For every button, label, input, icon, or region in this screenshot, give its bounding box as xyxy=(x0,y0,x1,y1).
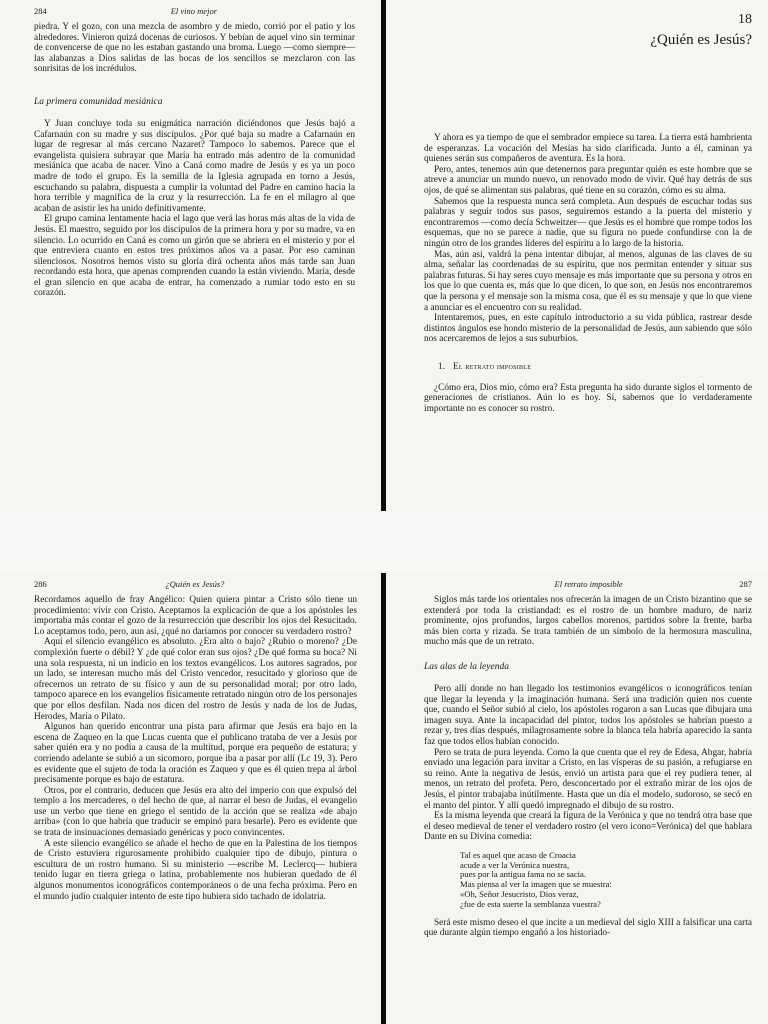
page-number: 287 xyxy=(739,579,752,589)
page-number: 284 xyxy=(34,6,47,16)
page-284 xyxy=(0,0,381,511)
page-287 xyxy=(386,573,768,1024)
page-number: 286 xyxy=(34,579,47,589)
paragraph: Aquí el silencio evangélico es absoluto. ¿Era alto o bajo? ¿Rubio o moreno? ¿De complexión fuerte o débil? Y ¿de qué color eran sus ojos? ¿De qué forma su boca? Ni una sola respuesta, ni un indicio en los textos evangélicos. Los autores sagrados, por un lado, se interesan mucho más del Cristo vencedor, resucitado y glorioso que de ofrecernos un retrato de su físico y aun de su personalidad moral; por otro lado, tampoco aparece en los evangelios físicamente retratado ningún otro de los personajes que por ellos desfilan. Nada nos dicen del rostro de Jesús y nada de los de Judas, Herodes, María o Pilato. xyxy=(34,637,357,722)
paragraph: Algunos han querido encontrar una pista para afirmar que Jesús era bajo en la escena de Zaqueo en la que Lucas cuenta que el publicano trataba de ver a Jesús por saber quién era y no podía a causa de la multitud, porque era pequeño de estatura; y corriendo adelante se subió a un sicomoro, porque iba a pasar por allí (Lc 19, 3). Pero es evidente que el sujeto de toda la oración es Zaqueo y que es él quien trepa al árbol precisamente porque es bajo de estatura. xyxy=(34,722,357,786)
paragraph: Sabemos que la respuesta nunca será completa. Aun después de escuchar todas sus palabras y seguir todos sus pasos, seguiremos estando a la puerta del misterio y encontraremos —como decía Schweitzer— que Jesús es el hombre que rompe todos los esquemas, que no se parece a nadie, que su figura no puede confundirse con la de ningún otro de los grandes líderes del espíritu a lo largo de la historia. xyxy=(424,196,752,249)
paragraph: Recordamos aquello de fray Angélico: Quien quiera pintar a Cristo sólo tiene un procedimiento: vivir con Cristo. Aceptamos la explicación de que a los apóstoles les importaba más contar el gozo de la resurrección que describir los ojos del Resucitado. Lo aceptamos todo, pero, aun así, ¿qué no daríamos por conocer su verdadero rostro? xyxy=(34,595,357,637)
section-heading: La primera comunidad mesiánica xyxy=(34,96,163,107)
page-header xyxy=(34,6,355,16)
paragraph: Pero se trata de pura leyenda. Como la que cuenta que el rey de Edesa, Abgar, habría enviado una legación para invitar a Cristo, en las vísperas de su pasión, a refugiarse en su reino. Ante la negativa de Jesús, envió un artista para que el rey pudiera tener, al menos, un retrato del profeta. Pero, desconcertado por el extraño mirar de los ojos de Jesús, el pintor trabajaba inútilmente. Hasta que un día el modelo, sudoroso, se secó en el manto del pintor. Y allí quedó impregnado el dibujo de su rostro. xyxy=(424,747,752,811)
paragraph: Y Juan concluye toda su enigmática narración diciéndonos que Jesús bajó a Cafarnaún con su madre y sus discípulos. ¿Por qué baja su madre a Cafarnaún en lugar de regresar al más cercano Nazaret? Tampoco lo sabemos. Parece que el evangelista quisiera subrayar que María ha entrado más adentro de la comunidad mesiánica que acaba de nacer. Vino a Caná como madre de Jesús y es ya un poco madre de todo el grupo. Es la semilla de la Iglesia agrupada en torno a Jesús, escuchando su palabra, dispuesta a cumplir la voluntad del Padre en camino hacia la hora terrible y magnífica de la cruz y la resurrección. La fe en el milagro al que acaban de asistir les ha unido definitivamente. xyxy=(34,118,355,214)
paragraph: El grupo camina lentamente hacia el lago que verá las horas más altas de la vida de Jesús. El maestro, seguido por los discípulos de la primera hora y por su madre, va en silencio. Lo ocurrido en Caná es como un girón que se abriera en el misterio y por el que entreviera cuanto en estos tres próximos años va a pasar. Por eso caminan silenciosos. Nosotros hemos visto su gloria dirá ochenta años más tarde san Juan recordando esta hora, que apenas comprenden cuando la están viviendo. María, desde el gran silencio en que acaba de entrar, ha comenzado a rumiar todo esto en su corazón. xyxy=(34,214,355,299)
running-title: El retrato imposible xyxy=(554,579,623,589)
section-numeral: 1. xyxy=(438,360,446,371)
paragraph: Intentaremos, pues, en este capítulo introductorio a su vida pública, rastrear desde distintos ángulos ese hondo misterio de la personalidad de Jesús, aun sabiendo que sólo nos acercaremos de lejos a sus suburbios. xyxy=(424,313,752,345)
page-header xyxy=(424,579,752,589)
section-title: El retrato imposible xyxy=(453,360,532,371)
poem-line: acude a ver la Verónica nuestra, xyxy=(460,859,570,870)
poem-quote xyxy=(460,851,752,910)
paragraph: piedra. Y el gozo, con una mezcla de asombro y de miedo, corrió por el patio y los alrededores. Vinieron quizá docenas de curiosos. Y bebían de aquel vino sin terminar de convencerse de que no les estaban gastando una broma. Luego —como siempre— las alabanzas a Dios salidas de las bocas de los sencillos se mezclaron con las sonrisitas de los incrédulos. xyxy=(34,22,355,75)
section-heading xyxy=(438,361,752,371)
paragraph: Y ahora es ya tiempo de que el sembrador empiece su tarea. La tierra está hambrienta de esperanzas. La vocación del Mesías ha sido clarificada. Junto a él, caminan ya quienes serán sus compañeros de aventura. Es la hora. xyxy=(424,133,752,165)
paragraph: A este silencio evangélico se añade el hecho de que en la Palestina de los tiempos de Cristo estuviera rigurosamente prohibido cualquier tipo de dibujo, pintura o escultura de un rostro humano. Si su ministerio —escribe M. Leclercq— hubiera tenido lugar en tierra griega o latina, probablemente nos hubieran quedado de él algunos monumentos iconográficos contemporáneos o de una fecha próxima. Pero en el mundo judío cualquier intento de este tipo hubiera sido tachado de idolatría. xyxy=(34,838,357,902)
poem-line: Tal es aquel que acaso de Croacia xyxy=(460,849,576,860)
paragraph: Será este mismo deseo el que incite a un medieval del siglo XIII a falsificar una carta que durante algún tiempo engañó a los historiado- xyxy=(424,917,752,939)
page-286 xyxy=(0,573,381,1024)
page-285 xyxy=(386,0,768,511)
paragraph: Pero, antes, tenemos aún que detenernos para preguntar quién es este hombre que se atreve a anunciar un mundo nuevo, un renovado modo de vivir. Qué hay detrás de sus ojos, de qué se alimentan sus palabras, qué tiene en su corazón, cómo es su alma. xyxy=(424,164,752,196)
paragraph: Mas, aún así, valdrá la pena intentar dibujar, al menos, algunas de las claves de su alma, señalar las coordenadas de su espíritu, que nos permitan entender y situar sus palabras futuras. Si hay seres cuyo mensaje es más importante que su persona y otros en los que lo que cuenta es, más que lo que dicen, lo que son, en Jesús nos encontraremos que la persona y el mensaje son la misma cosa, que él es su mensaje y que lo que viene a anunciar es el encuentro con su realidad. xyxy=(424,249,752,313)
paragraph: Pero allí donde no han llegado los testimonios evangélicos o iconográficos tenían que llegar la leyenda y la imaginación humana. Será una tradición quien nos cuente que, cuando el Señor subió al cielo, los apóstoles rogaron a san Lucas que dibujara una imagen suya. Ante la incapacidad del pintor, todos los apóstoles se habrían puesto a rezar y, tres días después, milagrosamente sobre la blanca tela habría aparecido la santa faz que todos ellos habían conocido. xyxy=(424,683,752,747)
running-title: ¿Quién es Jesús? xyxy=(165,579,225,589)
paragraph: Siglos más tarde los orientales nos ofrecerán la imagen de un Cristo bizantino que se extenderá por toda la cristiandad: es el rostro de un hombre maduro, de nariz prominente, ojos profundos, largos cabellos morenos, partidos sobre la frente, barba más bien corta y rizada. Se trata también de un símbolo de la hermosura masculina, mucho más que de un retrato. xyxy=(424,595,752,648)
poem-line: «Oh, Señor Jesucristo, Dios veraz, xyxy=(460,889,579,900)
page-header xyxy=(34,579,357,589)
chapter-title: ¿Quién es Jesús? xyxy=(650,32,752,48)
page-gap xyxy=(0,511,768,573)
paragraph: ¿Cómo era, Dios mío, cómo era? Esta pregunta ha sido durante siglos el tormento de generaciones de cristianos. Aún lo es hoy. Sí, sabemos que lo verdaderamente importante no es conocer su rostro. xyxy=(424,382,752,415)
poem-line: pues por la antigua fama no se sacia. xyxy=(460,869,586,880)
poem-line: Mas piensa al ver la imagen que se muestra: xyxy=(460,879,612,890)
chapter-number: 18 xyxy=(738,12,752,27)
paragraph: Es la misma leyenda que creará la figura de la Verónica y que no tendrá otra base que el deseo medieval de tener el verdadero rostro (el vero icono=Verónica) del que hablara Dante en su Divina comedia: xyxy=(424,811,752,843)
running-title: El vino mejor xyxy=(170,6,218,16)
paragraph: Otros, por el contrario, deducen que Jesús era alto del imperio con que expulsó del templo a los mercaderes, o del hecho de que, al narrar el beso de Judas, el evangelio use un verbo que tiene en griego el sentido de la acción que se realiza «de abajo arriba» (con lo que habría que traducir se empinó para besarle). Pero es evidente que se trata de insinuaciones demasiado genéricas y poco convincentes. xyxy=(34,785,357,839)
section-heading: Las alas de la leyenda xyxy=(424,661,509,672)
poem-line: ¿fue de esta suerte la semblanza vuestra? xyxy=(460,898,601,909)
